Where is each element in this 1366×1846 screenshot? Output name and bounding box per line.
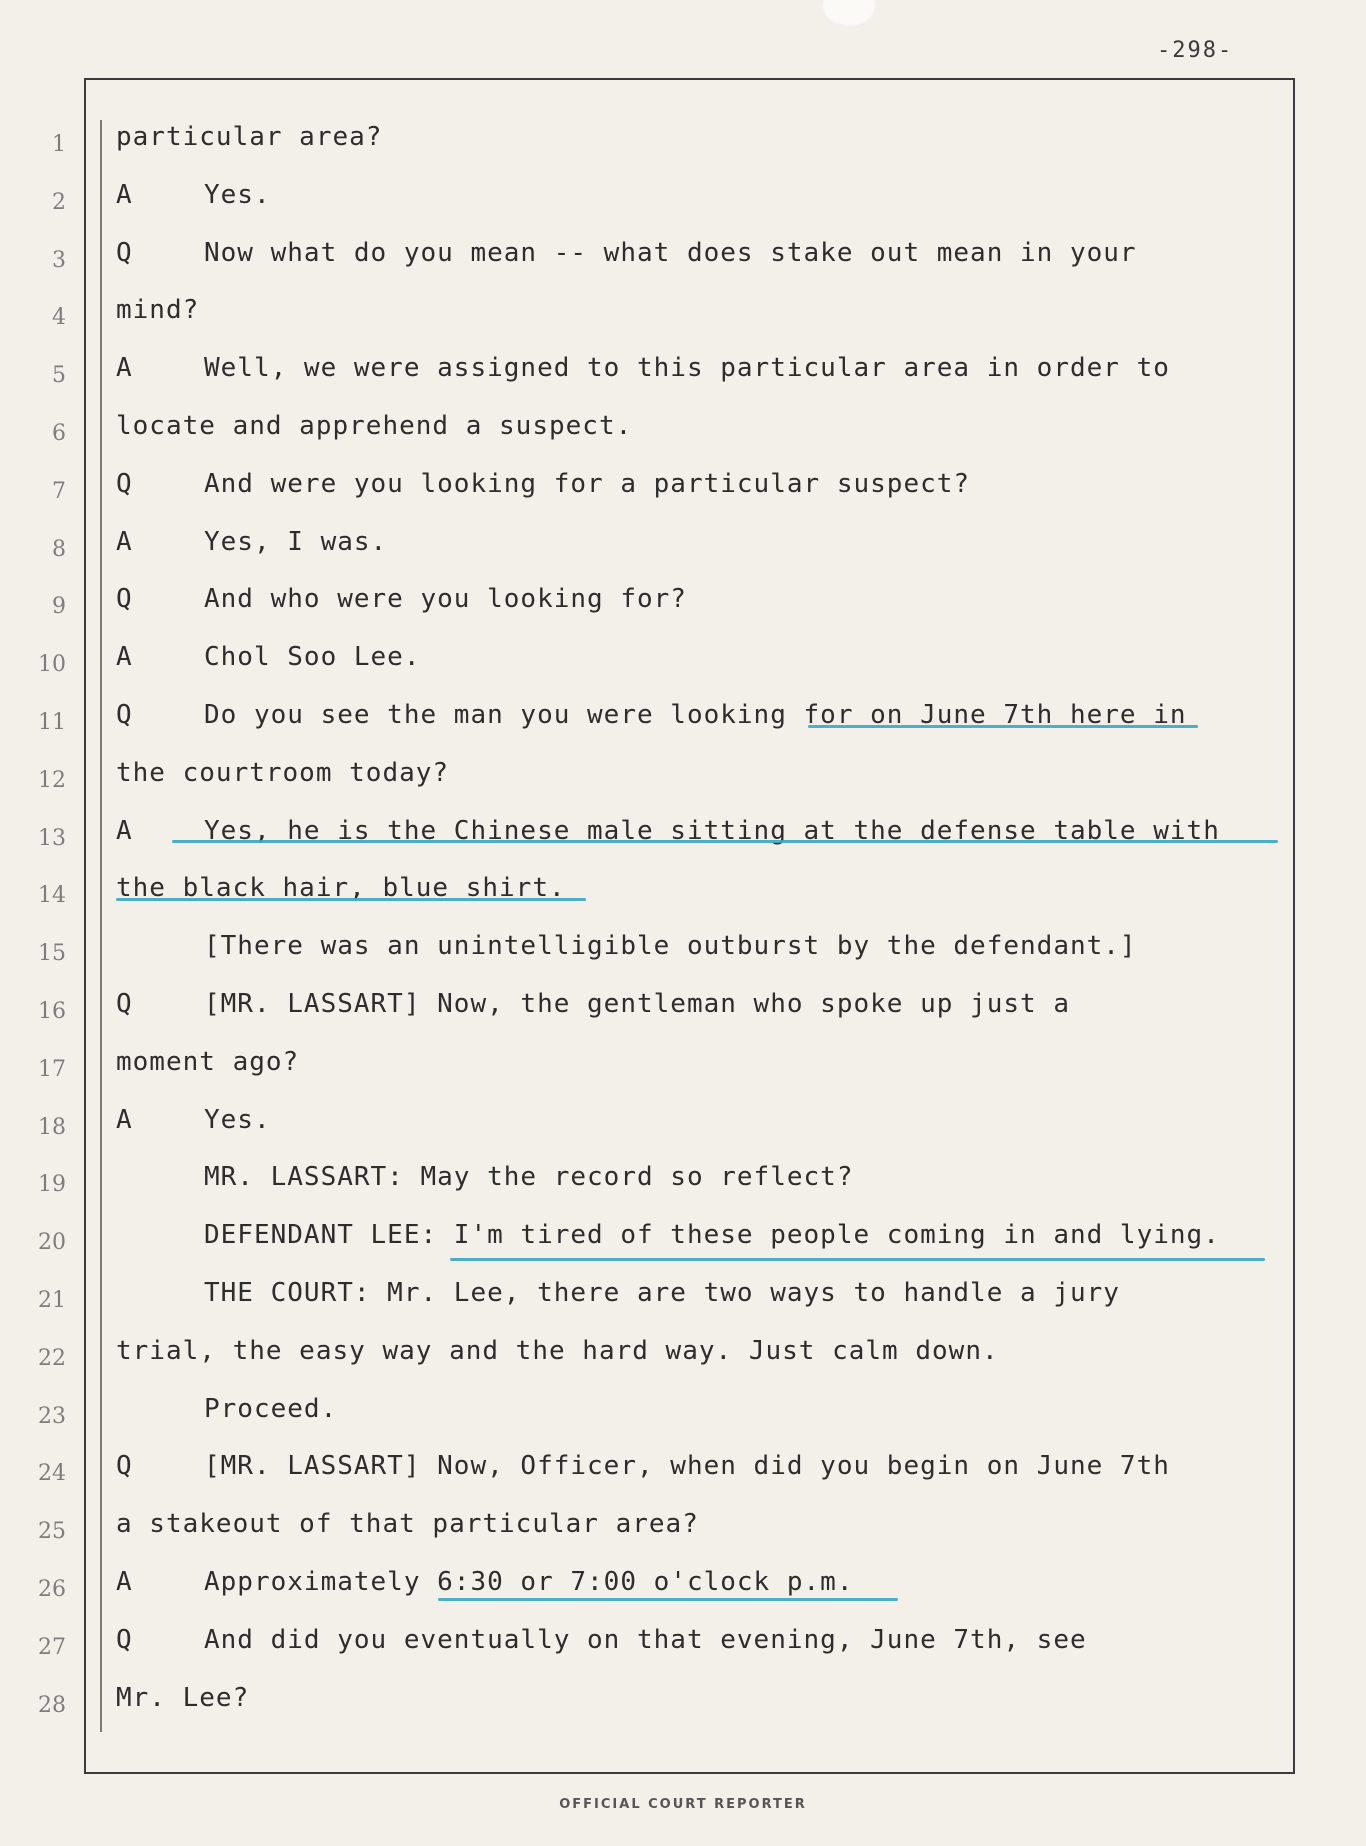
transcript-line: [116, 122, 382, 152]
line-text: a stakeout of that particular area?: [116, 1509, 699, 1540]
speaker-marker: A: [116, 642, 133, 673]
transcript-line: [116, 1162, 853, 1192]
line-text: And who were you looking for?: [204, 584, 687, 615]
pen-underline: [172, 840, 1278, 843]
line-text: [MR. LASSART] Now, the gentleman who spoke up just a: [204, 989, 1070, 1019]
line-number: 5: [52, 363, 66, 389]
transcript-line: [116, 1509, 699, 1539]
line-text: the courtroom today?: [116, 757, 450, 788]
line-text: moment ago?: [116, 1046, 300, 1077]
line-text: Do you see the man you were looking for on June 7th here in: [204, 700, 1187, 730]
line-number: 23: [38, 1403, 66, 1429]
speaker-marker: A: [116, 179, 133, 210]
line-text: Approximately 6:30 or 7:00 o'clock p.m.: [204, 1567, 854, 1597]
line-text: Well, we were assigned to this particular area in order to: [204, 353, 1170, 384]
transcript-line: [116, 642, 421, 672]
line-text: particular area?: [116, 122, 383, 152]
transcript-line: [116, 1220, 1220, 1250]
transcript-line: [116, 584, 687, 614]
transcript-line: [116, 758, 449, 788]
transcript-line: [116, 1394, 337, 1424]
margin-rule: [100, 120, 102, 1732]
transcript-line: [116, 527, 387, 557]
line-number: 28: [38, 1692, 66, 1718]
line-text: locate and apprehend a suspect.: [116, 411, 633, 441]
line-text: Yes.: [204, 1104, 271, 1135]
line-number: 14: [38, 883, 66, 909]
line-text: Yes.: [204, 179, 271, 210]
line-number: 9: [52, 594, 66, 620]
speaker-marker: Q: [116, 1451, 133, 1482]
transcript-line: [116, 469, 970, 499]
speaker-marker: A: [116, 815, 133, 846]
speaker-marker: A: [116, 1104, 133, 1135]
speaker-marker: Q: [116, 700, 133, 730]
line-text: the black hair, blue shirt.: [116, 873, 566, 904]
line-text: Proceed.: [204, 1393, 338, 1424]
transcript-line: [116, 411, 632, 441]
speaker-marker: A: [116, 526, 133, 557]
line-text: [There was an unintelligible outburst by the defendant.]: [204, 931, 1137, 962]
punch-hole: [822, 0, 876, 28]
line-text: Yes, he is the Chinese male sitting at the defense table with: [204, 815, 1220, 846]
transcript-line: [116, 180, 271, 210]
line-number: 11: [38, 710, 66, 735]
speaker-marker: Q: [116, 237, 133, 268]
line-text: DEFENDANT LEE: I'm tired of these people coming in and lying.: [204, 1220, 1220, 1251]
page-number: -298-: [1157, 38, 1234, 63]
line-number: 3: [52, 247, 66, 273]
transcript-line: [116, 1336, 999, 1366]
speaker-marker: A: [116, 1567, 133, 1597]
line-number: 17: [38, 1056, 66, 1082]
transcript-line: [116, 931, 1137, 961]
line-text: [MR. LASSART] Now, Officer, when did you begin on June 7th: [204, 1451, 1170, 1482]
transcript-line: [116, 1625, 1087, 1655]
line-number: 6: [52, 421, 66, 446]
transcript-line: [116, 1105, 271, 1135]
footer-label: OFFICIAL COURT REPORTER: [559, 1797, 807, 1812]
transcript-line: [116, 1567, 853, 1597]
transcript-line: [116, 1451, 1170, 1481]
line-text: Mr. Lee?: [116, 1682, 250, 1713]
line-number: 1: [52, 132, 66, 157]
line-number: 18: [38, 1114, 66, 1140]
transcript-line: [116, 353, 1170, 383]
transcript-line: [116, 1047, 299, 1077]
speaker-marker: Q: [116, 989, 133, 1019]
line-text: MR. LASSART: May the record so reflect?: [204, 1162, 854, 1193]
speaker-marker: A: [116, 353, 133, 384]
pen-underline: [116, 898, 586, 901]
line-number: 21: [38, 1288, 66, 1313]
line-text: Chol Soo Lee.: [204, 642, 421, 673]
transcript-line: [116, 295, 199, 325]
line-number: 27: [38, 1634, 66, 1660]
line-number: 4: [52, 305, 66, 331]
line-text: THE COURT: Mr. Lee, there are two ways to handle a jury: [204, 1278, 1120, 1308]
line-text: And did you eventually on that evening, June 7th, see: [204, 1624, 1087, 1655]
line-number: 19: [38, 1172, 66, 1198]
speaker-marker: Q: [116, 584, 133, 615]
pen-underline: [808, 725, 1198, 728]
line-number: 25: [38, 1519, 66, 1545]
speaker-marker: Q: [116, 1624, 133, 1655]
line-number: 13: [38, 825, 66, 851]
speaker-marker: Q: [116, 468, 133, 499]
transcript-line: [116, 1683, 249, 1713]
line-number: 22: [38, 1345, 66, 1371]
line-text: trial, the easy way and the hard way. Just calm down.: [116, 1335, 999, 1366]
line-text: And were you looking for a particular suspect?: [204, 468, 971, 499]
line-number: 16: [38, 999, 66, 1024]
line-text: mind?: [116, 295, 200, 326]
transcript-line: [116, 1278, 1120, 1308]
line-number: 10: [38, 652, 66, 678]
line-number: 26: [38, 1577, 66, 1602]
pen-underline: [438, 1598, 898, 1601]
line-text: Now what do you mean -- what does stake out mean in your: [204, 237, 1137, 268]
line-number: 20: [38, 1230, 66, 1256]
line-number: 24: [38, 1461, 66, 1487]
line-number: 12: [38, 767, 66, 793]
line-text: Yes, I was.: [204, 526, 388, 557]
transcript-line: [116, 989, 1070, 1019]
line-number: 2: [52, 189, 66, 215]
line-number: 7: [52, 478, 66, 504]
transcript-line: [116, 238, 1137, 268]
line-number: 8: [52, 536, 66, 562]
pen-underline: [450, 1258, 1265, 1261]
line-number: 15: [38, 941, 66, 967]
